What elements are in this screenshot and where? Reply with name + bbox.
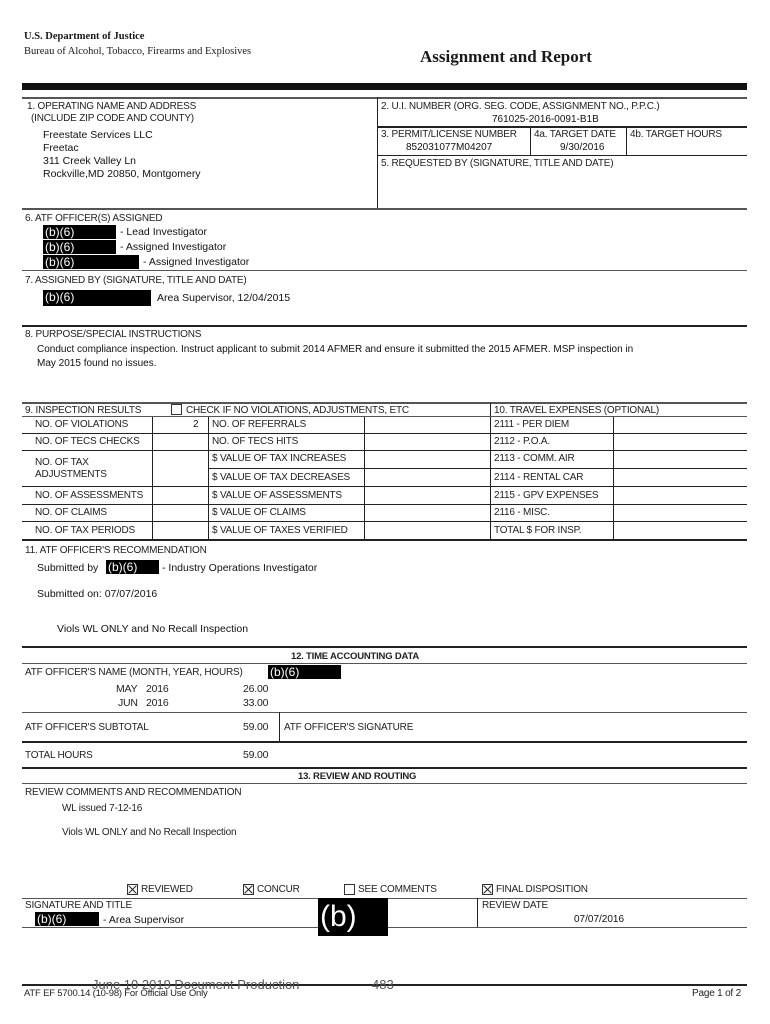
tecs-checks-label: NO. OF TECS CHECKS <box>35 436 140 447</box>
time-hours: 26.00 <box>243 683 269 695</box>
section4b-label: 4b. TARGET HOURS <box>630 129 722 140</box>
review-comments-label: REVIEW COMMENTS AND RECOMMENDATION <box>25 787 242 798</box>
section3-label: 3. PERMIT/LICENSE NUMBER <box>381 129 517 140</box>
divider <box>22 663 747 664</box>
tax-adjustments-label: NO. OF TAX <box>35 457 89 468</box>
operating-street: 311 Creek Valley Ln <box>43 155 136 167</box>
section2-label: 2. U.I. NUMBER (ORG. SEG. CODE, ASSIGNMENT NO., P.P.C.) <box>381 101 660 112</box>
divider <box>377 126 747 128</box>
divider <box>388 927 747 928</box>
travel-total: TOTAL $ FOR INSP. <box>494 525 582 536</box>
operating-dba: Freetac <box>43 142 79 154</box>
tax-decreases-label: $ VALUE OF TAX DECREASES <box>212 472 351 483</box>
assessments-label: NO. OF ASSESSMENTS <box>35 490 144 501</box>
tax-adjustments-label-2: ADJUSTMENTS <box>35 469 107 480</box>
officer-role: - Assigned Investigator <box>120 241 227 253</box>
officer-role: - Assigned Investigator <box>143 256 250 268</box>
ui-number: 761025-2016-0091-B1B <box>492 114 599 125</box>
divider <box>22 646 747 648</box>
submitter-title: - Industry Operations Investigator <box>162 562 318 574</box>
reviewed-checkbox[interactable] <box>127 884 138 895</box>
bureau-name: Bureau of Alcohol, Tobacco, Firearms and Explosives <box>24 46 252 57</box>
review-date: 07/07/2016 <box>574 914 625 925</box>
claims-label: NO. OF CLAIMS <box>35 507 107 518</box>
officer-signature-label: ATF OFFICER'S SIGNATURE <box>284 722 414 733</box>
see-comments-label: SEE COMMENTS <box>358 884 437 895</box>
final-disposition-label: FINAL DISPOSITION <box>496 884 588 895</box>
divider <box>477 898 478 928</box>
divider <box>530 126 531 156</box>
section5-label: 5. REQUESTED BY (SIGNATURE, TITLE AND DATE) <box>381 158 614 169</box>
divider <box>22 767 747 769</box>
see-comments-checkbox[interactable] <box>344 884 355 895</box>
page-number: Page 1 of 2 <box>692 988 741 999</box>
divider <box>208 468 747 469</box>
no-violations-checkbox[interactable] <box>171 404 182 415</box>
section1-label: 1. OPERATING NAME AND ADDRESS <box>27 101 197 112</box>
divider <box>22 927 318 928</box>
signer-name-redacted: (b)(6) <box>35 912 99 926</box>
permit-number: 852031077M04207 <box>406 142 493 153</box>
total-hours-value: 59.00 <box>243 749 269 761</box>
travel-per-diem: 2111 - PER DIEM <box>494 419 569 430</box>
divider <box>22 486 747 487</box>
time-officer-redacted: (b)(6) <box>268 665 341 679</box>
final-disposition-checkbox[interactable] <box>482 884 493 895</box>
referrals-label: NO. OF REFERRALS <box>212 419 307 430</box>
operating-city: Rockville,MD 20850, Montgomery <box>43 168 201 180</box>
review-date-label: REVIEW DATE <box>482 900 548 911</box>
divider <box>626 126 627 156</box>
officer-name-redacted: (b)(6) <box>43 240 116 254</box>
instructions-line2: May 2015 found no issues. <box>37 358 157 369</box>
divider <box>22 450 747 451</box>
page-title: Assignment and Report <box>420 47 592 66</box>
agency-name: U.S. Department of Justice <box>24 31 145 42</box>
tax-increases-label: $ VALUE OF TAX INCREASES <box>212 453 347 464</box>
divider <box>377 97 378 209</box>
section4a-label: 4a. TARGET DATE <box>534 129 616 140</box>
violations-label: NO. OF VIOLATIONS <box>35 419 129 430</box>
divider <box>22 504 747 505</box>
section7-label: 7. ASSIGNED BY (SIGNATURE, TITLE AND DATE) <box>25 275 247 286</box>
travel-misc: 2116 - MISC. <box>494 507 550 518</box>
divider <box>22 741 747 743</box>
tecs-hits-label: NO. OF TECS HITS <box>212 436 299 447</box>
target-date: 9/30/2016 <box>560 142 605 153</box>
travel-comm-air: 2113 - COMM. AIR <box>494 453 575 464</box>
form-id: ATF EF 5700.14 (10-98) For Official Use Only <box>24 988 208 999</box>
bates-number: 483 <box>372 977 394 992</box>
divider <box>22 416 747 417</box>
divider <box>22 270 747 271</box>
divider <box>22 208 747 210</box>
time-month: MAY <box>116 683 138 695</box>
divider <box>377 155 747 156</box>
officer-role: - Lead Investigator <box>120 226 207 238</box>
divider <box>22 402 747 404</box>
officer-name-redacted: (b)(6) <box>43 255 139 269</box>
concur-label: CONCUR <box>257 884 300 895</box>
header-thick-bar <box>22 83 747 90</box>
section11-label: 11. ATF OFFICER'S RECOMMENDATION <box>25 545 207 556</box>
section12-title: 12. TIME ACCOUNTING DATA <box>291 651 420 662</box>
signer-title: - Area Supervisor <box>103 914 185 926</box>
time-month: JUN <box>118 697 138 709</box>
submitter-name-redacted: (b)(6) <box>106 560 159 574</box>
officer-name-redacted: (b)(6) <box>43 225 116 239</box>
divider <box>22 433 747 434</box>
signature-title-label: SIGNATURE AND TITLE <box>25 900 132 911</box>
submitted-on: Submitted on: 07/07/2016 <box>37 588 158 600</box>
tax-periods-label: NO. OF TAX PERIODS <box>35 525 135 536</box>
divider <box>22 539 747 541</box>
travel-rental-car: 2114 - RENTAL CAR <box>494 472 584 483</box>
no-violations-checkbox-label: CHECK IF NO VIOLATIONS, ADJUSTMENTS, ETC <box>186 405 409 416</box>
divider <box>22 97 747 99</box>
divider <box>22 521 747 522</box>
section1-sublabel: (INCLUDE ZIP CODE AND COUNTY) <box>31 113 194 124</box>
officer-name-label: ATF OFFICER'S NAME (MONTH, YEAR, HOURS) <box>25 667 243 678</box>
divider <box>279 712 280 742</box>
violations-value: 2 <box>193 419 199 430</box>
officer-recommendation: Viols WL ONLY and No Recall Inspection <box>57 623 249 635</box>
subtotal-value: 59.00 <box>243 721 269 733</box>
section8-label: 8. PURPOSE/SPECIAL INSTRUCTIONS <box>25 329 202 340</box>
travel-gpv: 2115 - GPV EXPENSES <box>494 490 599 501</box>
reviewed-label: REVIEWED <box>141 884 193 895</box>
assigner-detail: Area Supervisor, 12/04/2015 <box>157 292 291 304</box>
time-year: 2016 <box>146 683 169 695</box>
section10-label: 10. TRAVEL EXPENSES (OPTIONAL) <box>494 405 659 416</box>
review-comment-1: WL issued 7-12-16 <box>62 803 143 814</box>
section6-label: 6. ATF OFFICER(S) ASSIGNED <box>25 213 163 224</box>
section13-title: 13. REVIEW AND ROUTING <box>298 771 417 782</box>
time-year: 2016 <box>146 697 169 709</box>
taxes-verified-label: $ VALUE OF TAXES VERIFIED <box>212 525 348 536</box>
submitted-by-prefix: Submitted by <box>37 562 99 574</box>
travel-poa: 2112 - P.O.A. <box>494 436 550 447</box>
total-hours-label: TOTAL HOURS <box>25 750 93 761</box>
value-assessments-label: $ VALUE OF ASSESSMENTS <box>212 490 342 501</box>
value-claims-label: $ VALUE OF CLAIMS <box>212 507 306 518</box>
concur-checkbox[interactable] <box>243 884 254 895</box>
operating-name: Freestate Services LLC <box>43 129 153 141</box>
divider <box>22 325 747 327</box>
divider <box>22 712 747 713</box>
subtotal-label: ATF OFFICER'S SUBTOTAL <box>25 722 149 733</box>
divider <box>490 403 491 540</box>
time-hours: 33.00 <box>243 697 269 709</box>
review-comment-2: Viols WL ONLY and No Recall Inspection <box>62 827 237 838</box>
assigner-name-redacted: (b)(6) <box>43 290 151 306</box>
instructions-line1: Conduct compliance inspection. Instruct applicant to submit 2014 AFMER and ensure it submitted the 2015 AFMER. MSP inspection in <box>37 344 634 355</box>
production-stamp: June 10 2019 Document Production <box>92 977 300 992</box>
signature-redacted: (b)(6) <box>318 898 388 936</box>
section9-label: 9. INSPECTION RESULTS <box>25 405 142 416</box>
divider <box>22 783 747 784</box>
